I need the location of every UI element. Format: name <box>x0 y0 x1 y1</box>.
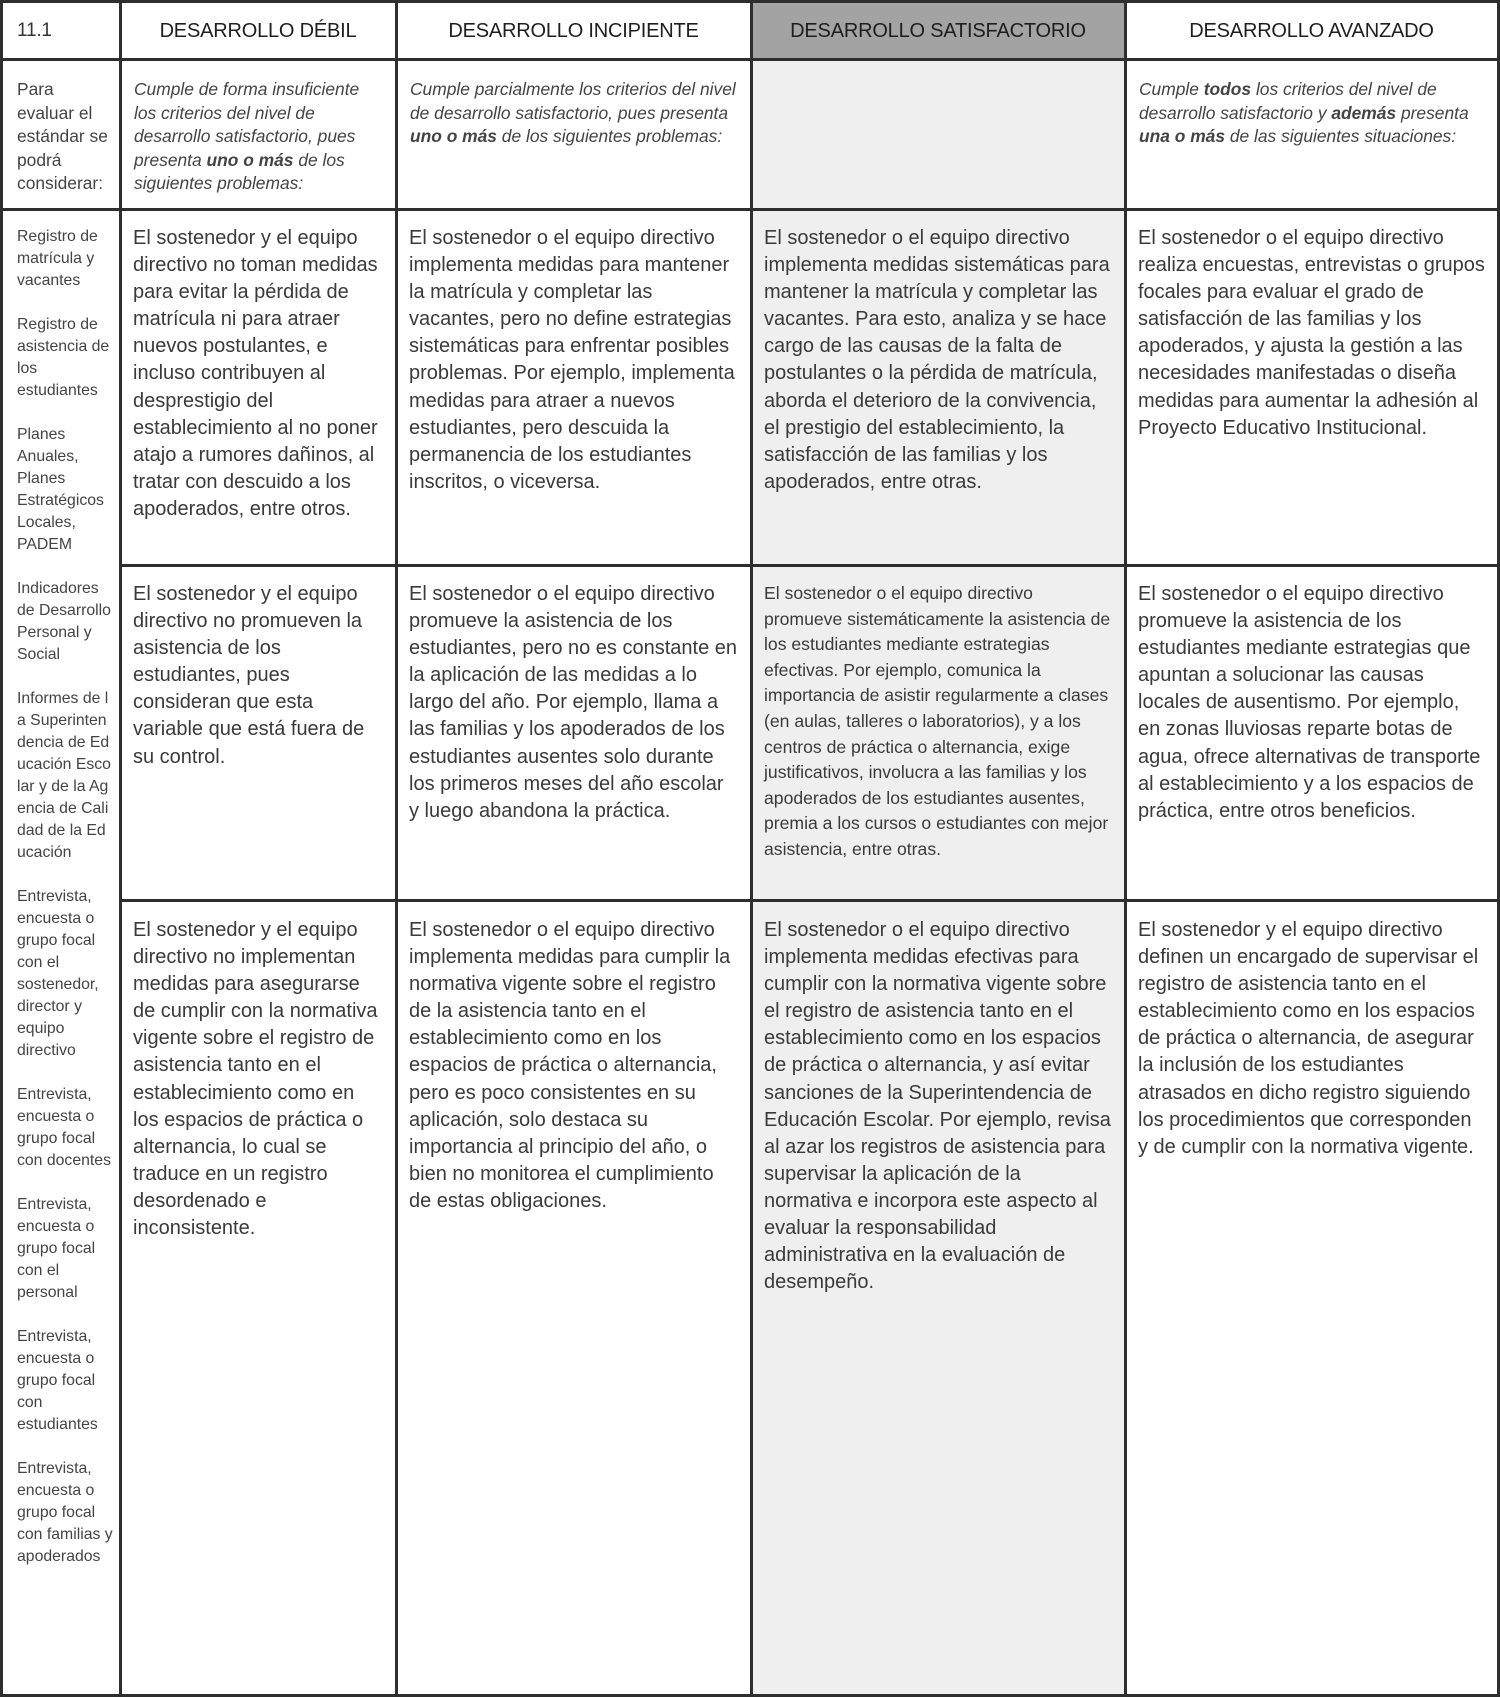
header-satisfactory <box>751 2 1125 60</box>
header-satisfactory-label: DESARROLLO SATISFACTORIO <box>790 19 1086 42</box>
divider-vertical <box>119 0 122 1697</box>
intro-satisfactory <box>751 60 1125 210</box>
row-1-incipient: El sostenedor o el equipo directivo implementa medidas para mantener la matrícula y completar las vacantes, pero no define estrategias sistemáticas para enfrentar posibles problemas. Por ejemplo, implementa medidas para atraer a nuevos estudiantes, pero descuida la permanencia de los estudiantes inscritos, o viceversa. <box>409 227 735 493</box>
row-1-satisfactory: El sostenedor o el equipo directivo implementa medidas sistemáticas para mantener la matrícula y completar las vacantes. Para esto, analiza y se hace cargo de las causas de la falta de postulantes o la pérdida de matrícula, aborda el deterioro de la convivencia, el prestigio del establecimiento, la satisfacción de las familias y los apoderados, entre otras. <box>764 227 1110 493</box>
divider-vertical <box>395 0 398 1697</box>
divider-horizontal <box>0 208 1500 211</box>
source-item: Entrevista, encuesta o grupo focal con docentes <box>17 1086 111 1169</box>
header-incipient <box>396 2 751 60</box>
source-item: Entrevista, encuesta o grupo focal con el personal <box>17 1196 96 1301</box>
row-3-satisfactory: El sostenedor o el equipo directivo implementa medidas efectivas para cumplir con la normativa vigente sobre el registro de asistencia tanto en el establecimiento como en los espacios de práctica o alternancia, y así evitar sanciones de la Superintendencia de Educación Escolar. Por ejemplo, revisa al azar los registros de asistencia para supervisar la aplicación de la normativa e incorpora este aspecto al evaluar la responsabilidad administrativa en la evaluación de desempeño. <box>764 919 1111 1294</box>
border-left <box>0 0 3 1697</box>
row-2-advanced: El sostenedor o el equipo directivo promueve la asistencia de los estudiantes mediante estrategias que apuntan a solucionar las causas locales de ausentismo. Por ejemplo, en zonas lluviosas reparte botas de agua, ofrece alternativas de transporte al establecimiento y a los espacios de práctica, entre otros beneficios. <box>1138 583 1481 822</box>
header-advanced-label: DESARROLLO AVANZADO <box>1189 19 1434 42</box>
row-2-satisfactory: El sostenedor o el equipo directivo promueve sistemáticamente la asistencia de los estudiantes mediante estrategias efectivas. Por ejemplo, comunica la importancia de asistir regularmente a clases (en aulas, talleres o laboratorios), y a los centros de práctica o alternancia, exige justificativos, involucra a las familias y los apoderados de los estudiantes ausentes, premia a los cursos o estudiantes con mejor asistencia, entre otras. <box>764 583 1111 859</box>
row-2-incipient: El sostenedor o el equipo directivo promueve la asistencia de los estudiantes, pero no es constante en la aplicación de las medidas a lo largo del año. Por ejemplo, llama a las familias y los apoderados de los estudiantes ausentes solo durante los primeros meses del año escolar y luego abandona la práctica. <box>409 583 738 822</box>
source-item: Registro de asistencia de los estudiantes <box>17 316 110 399</box>
divider-horizontal <box>0 58 1500 61</box>
row-2-weak: El sostenedor y el equipo directivo no promueven la asistencia de los estudiantes, pues consideran que esta variable que está fuera de su control. <box>133 583 365 768</box>
row-1-advanced: El sostenedor o el equipo directivo realiza encuestas, entrevistas o grupos focales para evaluar el grado de satisfacción de las familias y los apoderados, y ajusta la gestión a las necesidades manifestadas o diseña medidas para aumentar la adhesión al Proyecto Educativo Institucional. <box>1138 227 1485 439</box>
divider-horizontal <box>119 899 1500 902</box>
evidence-sources-list <box>2 210 120 1695</box>
divider-horizontal <box>119 564 1500 567</box>
standard-number: 11.1 <box>17 20 52 41</box>
source-item: Planes Anuales, Planes Estratégicos Locales, PADEM <box>17 426 104 553</box>
divider-vertical <box>1124 0 1127 1697</box>
divider-vertical <box>750 0 753 1697</box>
row-3-weak: El sostenedor y el equipo directivo no implementan medidas para asegurarse de cumplir con la normativa vigente sobre el registro de asistencia tanto en el establecimiento como en los espacios de práctica o alternancia, lo cual se traduce en un registro desordenado e inconsistente. <box>133 919 378 1240</box>
intro-advanced: Cumple todos los criterios del nivel de desarrollo satisfactorio y además presenta una o más de las siguientes situaciones: <box>1139 79 1469 147</box>
row-3-advanced: El sostenedor y el equipo directivo definen un encargado de supervisar el registro de asistencia tanto en el establecimiento como en los espacios de práctica o alternancia, de asegurar la inclusión de los estudiantes atrasados en dicho registro siguiendo los procedimientos que corresponden y de cumplir con la normativa vigente. <box>1138 919 1479 1158</box>
source-item: Entrevista, encuesta o grupo focal con estudiantes <box>17 1328 98 1433</box>
row-1-weak: El sostenedor y el equipo directivo no toman medidas para evitar la pérdida de matrícula ni para atraer nuevos postulantes, e incluso contribuyen al desprestigio del establecimiento al no poner atajo a rumores dañinos, al tratar con descuido a los apoderados, entre otros. <box>133 227 378 520</box>
header-weak-label: DESARROLLO DÉBIL <box>159 19 357 42</box>
source-item: Informes de la Superintendencia de Educación Escolar y de la Agencia de Calidad de la Educación <box>17 690 111 861</box>
intro-incipient: Cumple parcialmente los criterios del nivel de desarrollo satisfactorio, pues presenta uno o más de los siguientes problemas: <box>410 79 736 147</box>
header-weak <box>120 2 396 60</box>
source-item: Registro de matrícula y vacantes <box>17 228 98 289</box>
source-item: Indicadores de Desarrollo Personal y Social <box>17 580 111 663</box>
source-item: Entrevista, encuesta o grupo focal con familias y apoderados <box>17 1460 113 1565</box>
source-item: Entrevista, encuesta o grupo focal con el sostenedor, director y equipo directivo <box>17 888 99 1059</box>
header-advanced <box>1125 2 1498 60</box>
row-3-incipient: El sostenedor o el equipo directivo implementa medidas para cumplir la normativa vigente sobre el registro de la asistencia tanto en el establecimiento como en los espacios de práctica o alternancia, pero es poco consistentes en su aplicación, solo destaca su importancia al principio del año, o bien no monitorea el cumplimiento de estas obligaciones. <box>409 919 731 1212</box>
intro-weak: Cumple de forma insuficiente los criterios del nivel de desarrollo satisfactorio, pues presenta uno o más de los siguientes problemas: <box>134 79 360 194</box>
header-incipient-label: DESARROLLO INCIPIENTE <box>448 19 699 42</box>
consider-label: Para evaluar el estándar se podrá considerar: <box>17 79 108 194</box>
